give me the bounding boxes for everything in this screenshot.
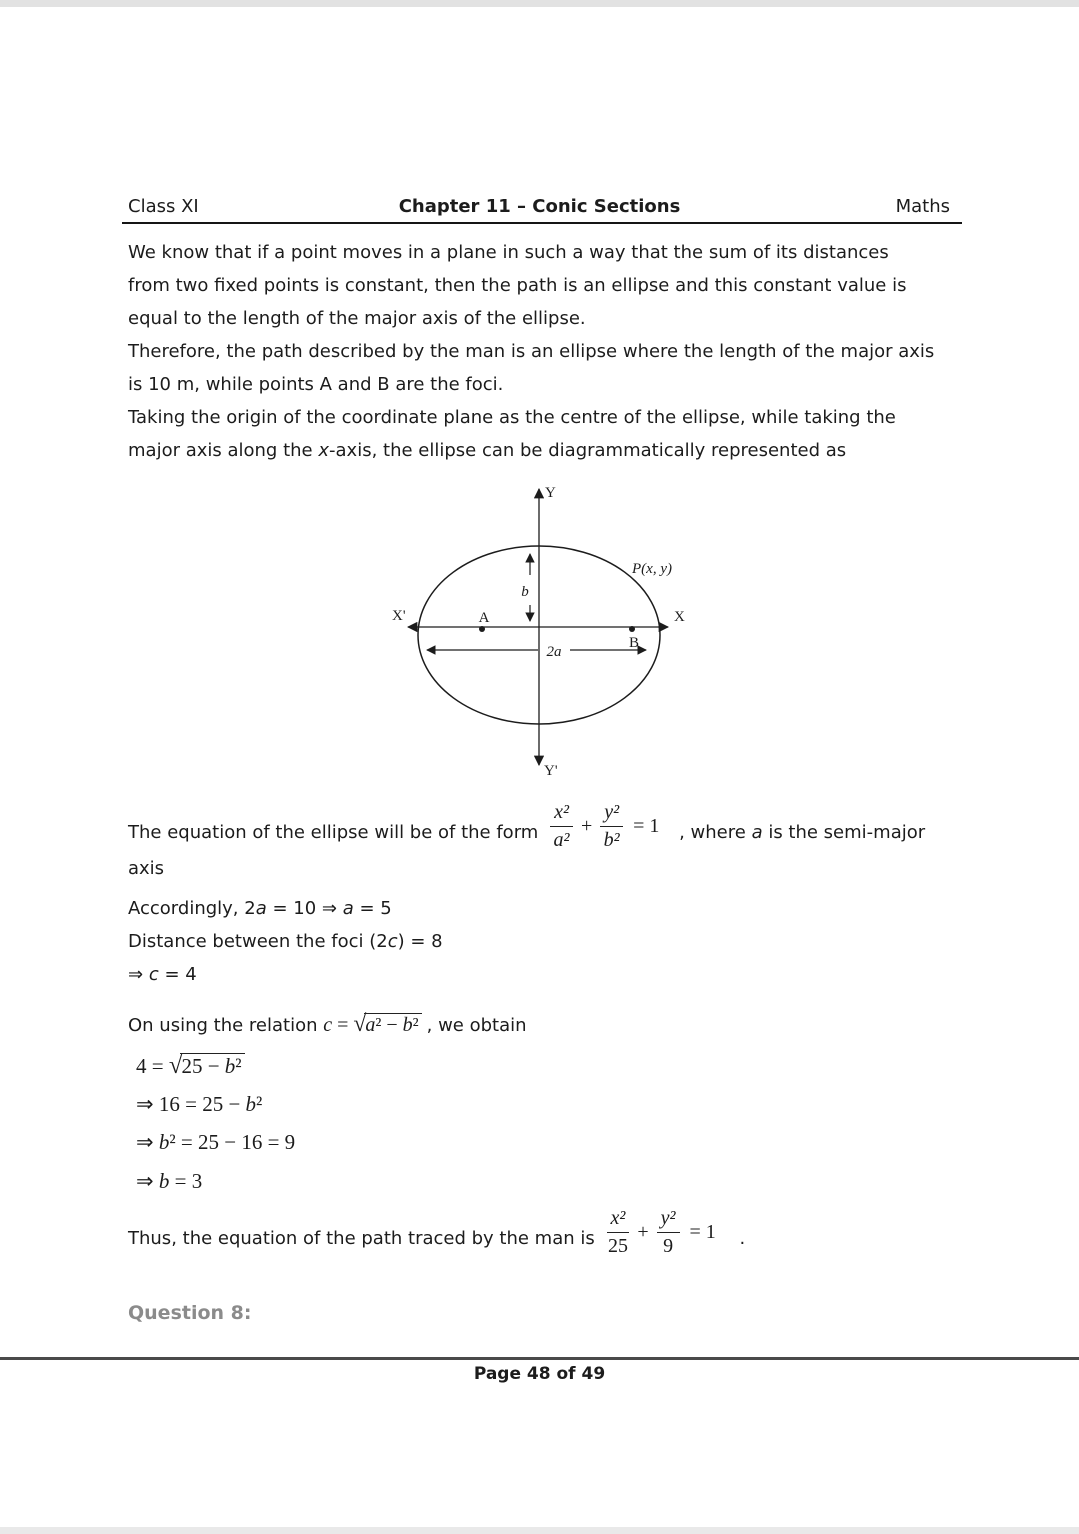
- y-prime-label: Y': [544, 763, 558, 779]
- relation-post: , we obtain: [426, 1015, 527, 1036]
- header-subject-label: Maths: [895, 196, 950, 217]
- header-class-label: Class XI: [128, 196, 199, 217]
- derivation-line-3: ⇒ b² = 25 − 16 = 9: [136, 1130, 296, 1154]
- equation-form-pre: The equation of the ellipse will be of the form: [128, 822, 539, 843]
- page-number: Page 48 of 49: [473, 1364, 606, 1384]
- derivation-line-1: 4 = √25 − b²: [136, 1049, 245, 1083]
- body-line: from two fixed points is constant, then the path is an ellipse and this constant value is: [128, 275, 907, 296]
- focus-b-label: B: [628, 635, 640, 651]
- result-pre: Thus, the equation of the path traced by the man is: [128, 1228, 595, 1249]
- ellipse-diagram: [388, 475, 720, 787]
- foci-distance-line: Distance between the foci (2c) = 8: [128, 931, 443, 952]
- body-line: We know that if a point moves in a plane in such a way that the sum of its distances: [128, 242, 889, 263]
- major-axis-label: 2a: [546, 644, 562, 660]
- relation-formula: c = √a² − b²: [323, 1014, 426, 1036]
- y-axis-label: Y: [545, 485, 556, 501]
- relation-line: [128, 1008, 527, 1042]
- question-8-heading: Question 8:: [128, 1302, 252, 1324]
- focus-a-dot: [479, 626, 485, 632]
- relation-pre: On using the relation: [128, 1015, 318, 1036]
- body-line: Therefore, the path described by the man is an ellipse where the length of the major axis: [128, 341, 935, 362]
- body-line: equal to the length of the major axis of the ellipse.: [128, 308, 586, 329]
- point-p-label: P(x, y): [632, 561, 672, 577]
- body-line: major axis along the x-axis, the ellipse can be diagrammatically represented as: [128, 440, 847, 461]
- equation-form-line: The equation of the ellipse will be of the form $\frac{\text{x²}}{\text{a²}}$ + $\frac{\text{y²}}{\text{b²}}$ = 1 , where a is the semi-major: [128, 801, 926, 851]
- c-value-line: ⇒ c = 4: [128, 964, 197, 985]
- x-axis-label: X: [674, 609, 685, 625]
- equation-form-post: , where a is the semi-major: [679, 822, 926, 843]
- header-divider: [122, 222, 962, 224]
- result-period: .: [739, 1228, 746, 1249]
- viewport-edge-bottom: [0, 1527, 1079, 1534]
- header-chapter-title: Chapter 11 – Conic Sections: [398, 196, 681, 217]
- body-line: Taking the origin of the coordinate plane as the centre of the ellipse, while taking the: [128, 407, 896, 428]
- body-line: is 10 m, while points A and B are the foci.: [128, 374, 504, 395]
- x-prime-label: X': [392, 608, 406, 624]
- general-ellipse-equation: $\frac{\text{x²}}{\text{a²}}$: [550, 800, 573, 853]
- derivation-line-4: ⇒ b = 3: [136, 1169, 203, 1193]
- derivation-line-2: ⇒ 16 = 25 − b²: [136, 1092, 263, 1116]
- radical-sign: √: [353, 1011, 367, 1037]
- footer-divider: [0, 1357, 1079, 1360]
- focus-b-dot: [629, 626, 635, 632]
- equation-form-post2: axis: [128, 858, 165, 879]
- semi-minor-label: b: [521, 584, 529, 600]
- path-equation: $\frac{\text{x²}}{25}$: [607, 1207, 628, 1257]
- result-line: Thus, the equation of the path traced by the man is $\frac{\text{x²}}{25}$ + $\frac{\text{y²}}{9}$ = 1 .: [128, 1207, 746, 1257]
- focus-a-label: A: [478, 610, 490, 626]
- radical-sign: √: [168, 1052, 183, 1079]
- accordingly-line: Accordingly, 2a = 10 ⇒ a = 5: [128, 898, 392, 919]
- viewport-edge-top: [0, 0, 1079, 7]
